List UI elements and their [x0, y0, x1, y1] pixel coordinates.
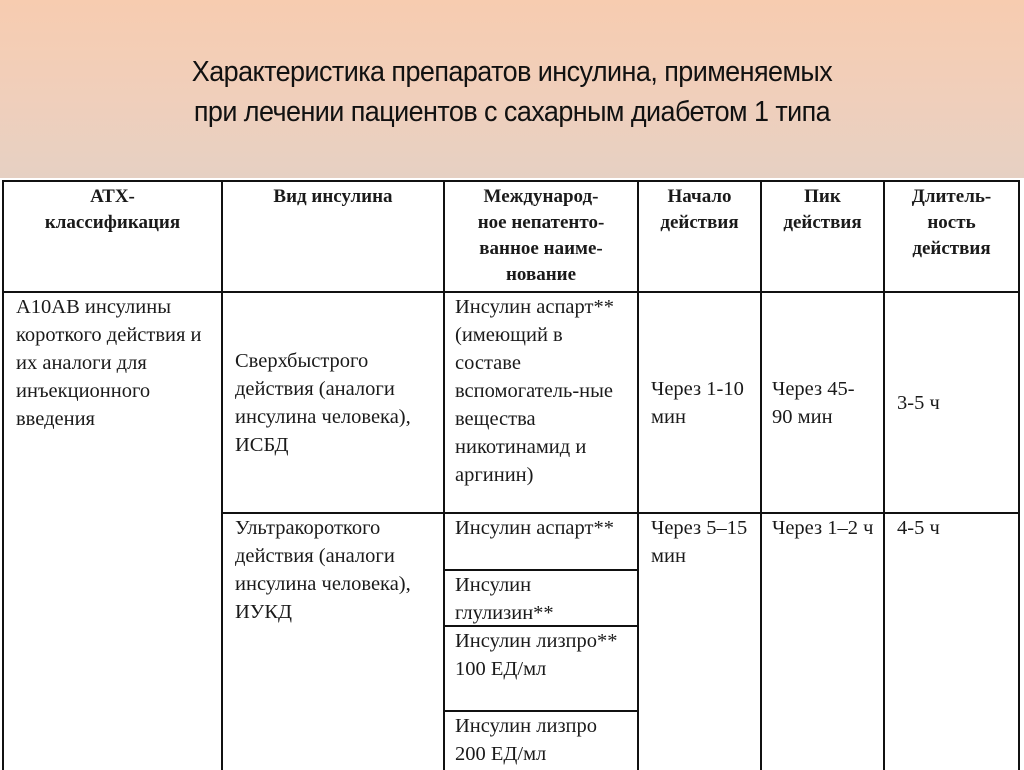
- header-text: Длитель-: [911, 186, 992, 207]
- header-text: действия: [660, 212, 739, 233]
- header-duration: [885, 182, 1018, 262]
- cell-drug-aspart: Инсулин аспарт**: [455, 517, 614, 539]
- header-atc: [4, 182, 221, 236]
- header-inn: [445, 182, 637, 288]
- cell-text: Сверхбыстрого действия (аналоги инсулина человека), ИСБД: [235, 349, 411, 456]
- slide-title-line-2: при лечении пациентов с сахарным диабетом 1 типа: [193, 96, 831, 128]
- table-border-right: [1018, 180, 1020, 770]
- cell-peak-iukd: Через 1–2 ч: [772, 517, 874, 539]
- cell-onset-isbd: [639, 293, 760, 512]
- slide-title-line-1: Характеристика препаратов инсулина, применяемых: [191, 56, 833, 88]
- cell-text: Через 45-90 мин: [772, 377, 855, 428]
- header-text: ное непатенто-: [477, 212, 605, 233]
- cell-peak-isbd: [762, 293, 883, 512]
- insulin-table: [0, 178, 1024, 768]
- cell-drug-lispro-200: Инсулин лизпро 200 ЕД/мл: [455, 715, 598, 765]
- header-text: Пик: [804, 186, 841, 207]
- cell-duration-isbd: [885, 293, 1018, 512]
- cell-drug-glulisine: Инсулин глулизин**: [455, 574, 554, 624]
- cell-drug-aspart-nicotinamide: Инсулин аспарт** (имеющий в составе вспомогатель-ные вещества никотинамид и аргинин): [455, 296, 614, 486]
- cell-duration-iukd: 4-5 ч: [897, 517, 940, 539]
- header-text: Начало: [667, 186, 732, 207]
- header-text: Международ-: [483, 186, 599, 207]
- cell-text: 3-5 ч: [897, 391, 940, 414]
- table-border-left: [2, 180, 4, 770]
- header-onset: [639, 182, 760, 236]
- header-text: АТХ-: [90, 186, 135, 207]
- header-text: нование: [505, 264, 577, 285]
- header-text: действия: [783, 212, 862, 233]
- header-peak: [762, 182, 883, 236]
- header-text: ность: [927, 212, 976, 233]
- header-text: действия: [912, 238, 991, 259]
- header-text: классификация: [44, 212, 181, 233]
- cell-type-isbd: [223, 293, 443, 512]
- cell-onset-iukd: Через 5–15 мин: [651, 517, 748, 567]
- cell-text: Через 1-10 мин: [651, 377, 744, 428]
- header-text: ванное наиме-: [479, 238, 603, 259]
- cell-drug-lispro-100: Инсулин лизпро** 100 ЕД/мл: [455, 630, 618, 680]
- cell-atc: A10AB инсулины короткого действия и их аналоги для инъекционного введения: [16, 296, 202, 430]
- slide-title: [36, 52, 988, 132]
- header-insulin-type: [223, 182, 443, 210]
- header-text: Вид инсулина: [273, 186, 393, 207]
- cell-type-iukd: Ультракороткого действия (аналоги инсулина человека), ИУКД: [235, 517, 411, 623]
